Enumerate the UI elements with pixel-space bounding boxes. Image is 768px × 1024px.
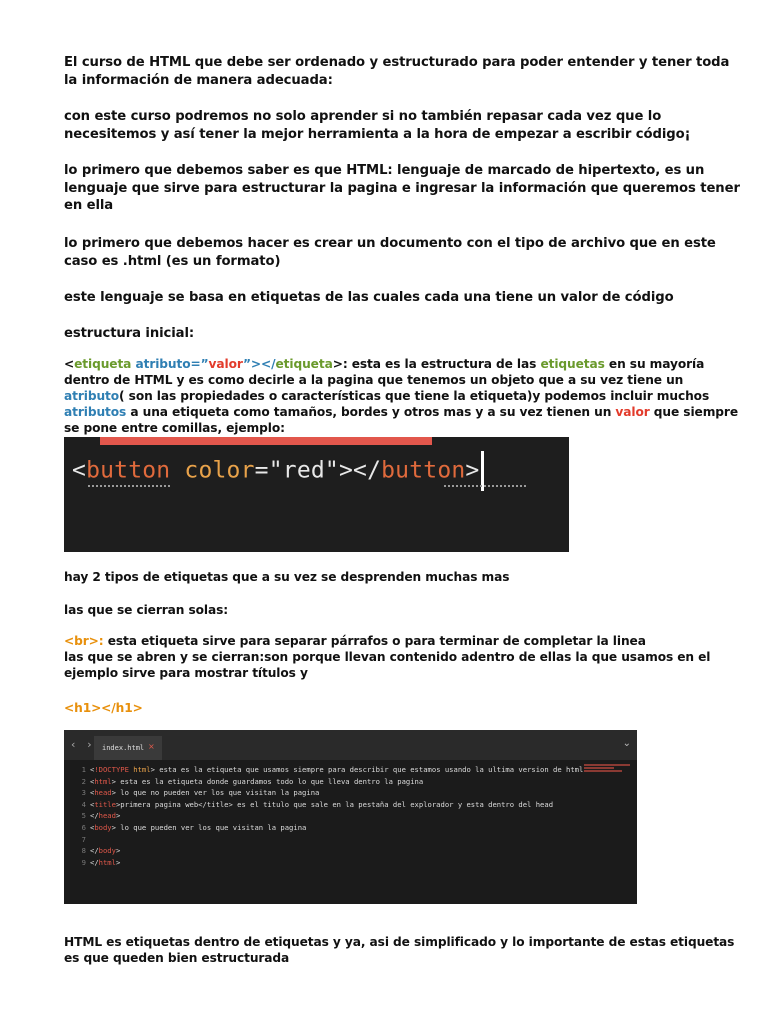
code-mid: ></ xyxy=(338,457,382,484)
code-tag: !DOCTYPE xyxy=(94,765,129,774)
word-etiqueta: etiqueta xyxy=(74,357,132,371)
code-text: > lo que no pueden ver los que visitan la pagina xyxy=(111,788,320,798)
code-line xyxy=(90,845,580,857)
code-line xyxy=(90,857,580,869)
paragraph-create-document: lo primero que debemos hacer es crear un documento con el tipo de archivo que en este caso es .html (es un formato) xyxy=(64,236,716,269)
code-text: >primera pagina web</title> es el titulo que sale en la pestaña del explorador y esta dentro del head xyxy=(115,799,554,809)
line-number: 5 xyxy=(81,811,86,821)
word-etiquetas: etiquetas xyxy=(540,357,605,371)
code-line xyxy=(90,799,580,811)
paragraph-br xyxy=(64,633,744,681)
code-string-red: "red" xyxy=(268,457,339,484)
code-gt: > xyxy=(465,457,480,484)
line-number: 7 xyxy=(81,834,86,844)
code-lt: < xyxy=(72,457,87,484)
code-tag: title xyxy=(94,799,116,809)
word-atributo-inline: atributo xyxy=(64,389,120,403)
text-segment: esta etiqueta sirve para separar párrafos o para terminar de completar la linea xyxy=(103,634,646,648)
text-segment: ( son las propiedades o características que tiene la etiqueta)y podemos incluir muchos xyxy=(119,389,710,403)
code-punct: < xyxy=(90,822,95,832)
text-segment: >: esta es la estructura de las xyxy=(332,357,541,371)
code-keyword: html xyxy=(128,765,151,774)
tab-highlight-bar xyxy=(100,437,432,445)
text-segment: en su mayoría dentro de HTML y es como decirle a la pagina que tenemos un objeto que a su vez tiene un xyxy=(64,357,705,387)
paragraph-course: con este curso podremos no solo aprender si no también repasar cada vez que lo necesitemos y así tener la mejor herramienta a la hora de empezar a escribir código¡ xyxy=(64,109,691,142)
code-punct: < xyxy=(90,765,95,774)
word-valor-inline: valor xyxy=(615,405,650,419)
line-number: 9 xyxy=(81,857,86,867)
code-line xyxy=(90,822,580,834)
code-punct: </ xyxy=(90,811,99,821)
line-number: 1 xyxy=(81,765,86,774)
word-etiqueta-close: etiqueta xyxy=(275,357,333,371)
code-text: > esta es la etiqueta donde guardamos todo lo que lleva dentro la pagina xyxy=(111,776,424,786)
paragraph-html-definition: lo primero que debemos saber es que HTML: lenguaje de marcado de hipertexto, es un lenguaje que sirve para estructurar la pagina e ingresar la información que queremos tener en ella xyxy=(64,163,740,213)
text-segment: a una etiqueta como tamaños, bordes y otros mas y a su vez tienen un xyxy=(126,405,616,419)
code-text: > lo que pueden ver los que visitan la pagina xyxy=(111,822,307,832)
word-valor: valor xyxy=(208,357,244,371)
text-segment: que siempre se pone entre comillas, ejemplo: xyxy=(64,405,739,435)
tag-h1: <h1></h1> xyxy=(64,701,143,715)
back-arrow-icon: ‹ xyxy=(70,738,77,751)
code-tag: body xyxy=(98,846,116,856)
minimap-line xyxy=(584,770,622,772)
code-text: > xyxy=(115,846,121,856)
code-line xyxy=(90,787,580,799)
code-tag: head xyxy=(98,811,116,821)
code-tag: html xyxy=(98,857,116,867)
close-icon: × xyxy=(148,742,155,751)
code-punct: < xyxy=(90,788,95,798)
code-line xyxy=(90,810,580,822)
close-quote: ”></ xyxy=(243,357,276,371)
word-atributo: atributo xyxy=(135,357,191,371)
line-number: 3 xyxy=(81,788,86,798)
button-code-image xyxy=(64,437,569,552)
paragraph-intro: El curso de HTML que debe ser ordenado y estructurado para poder entender y tener toda la información de manera adecuada: xyxy=(64,55,730,88)
line-number: 2 xyxy=(81,776,86,786)
code-tag-button: button xyxy=(86,457,171,484)
editor-tab: index.html xyxy=(94,736,162,760)
code-line xyxy=(90,834,580,846)
paragraph-initial-structure: estructura inicial: xyxy=(64,326,195,341)
text-segment: las que se abren y se cierran:son porque llevan contenido adentro de ellas la que usamos en el ejemplo sirve para mostrar títulos y xyxy=(64,650,711,680)
line-number: 8 xyxy=(81,846,86,856)
code-editor-image xyxy=(64,730,637,904)
underline-dots xyxy=(88,485,170,487)
code-attr-color: color xyxy=(170,457,255,484)
forward-arrow-icon: › xyxy=(86,738,93,751)
code-punct: < xyxy=(90,776,95,786)
paragraph-tags-basis: este lenguaje se basa en etiquetas de las cuales cada una tiene un valor de código xyxy=(64,290,674,305)
editor-code-area xyxy=(90,764,584,868)
line-number: 4 xyxy=(81,799,86,809)
code-line xyxy=(90,764,584,776)
line-number-gutter xyxy=(64,764,86,868)
code-punct: </ xyxy=(90,857,99,867)
paragraph-structure-explanation xyxy=(64,356,744,436)
code-tag: head xyxy=(94,788,112,798)
paragraph-two-types: hay 2 tipos de etiquetas que a su vez se desprenden muchas mas xyxy=(64,570,510,584)
code-eq: = xyxy=(254,457,269,484)
editor-minimap xyxy=(584,764,630,774)
underline-dots xyxy=(444,485,526,487)
code-tag: html xyxy=(94,776,112,786)
word-atributos: atributos xyxy=(64,405,127,419)
code-tag-button-close: button xyxy=(381,457,466,484)
lt-symbol: < xyxy=(64,357,75,371)
tag-br: <br>: xyxy=(64,634,104,648)
paragraph-conclusion: HTML es etiquetas dentro de etiquetas y ya, asi de simplificado y lo importante de estas etiquetas es que queden bien estructurada xyxy=(64,935,735,965)
line-number: 6 xyxy=(81,822,86,832)
code-punct: </ xyxy=(90,846,99,856)
code-tag: body xyxy=(94,822,112,832)
equals-quote: =” xyxy=(190,357,209,371)
paragraph-self-closing: las que se cierran solas: xyxy=(64,603,229,617)
code-punct: < xyxy=(90,799,95,809)
code-line xyxy=(90,776,580,788)
code-text: > xyxy=(115,857,121,867)
chevron-down-icon: ⌄ xyxy=(622,738,631,749)
minimap-line xyxy=(584,767,614,769)
code-text: > esta es la etiqueta que usamos siempre para describir que estamos usando la ultima version de html xyxy=(150,765,584,774)
minimap-line xyxy=(584,764,630,766)
code-text: > xyxy=(115,811,121,821)
